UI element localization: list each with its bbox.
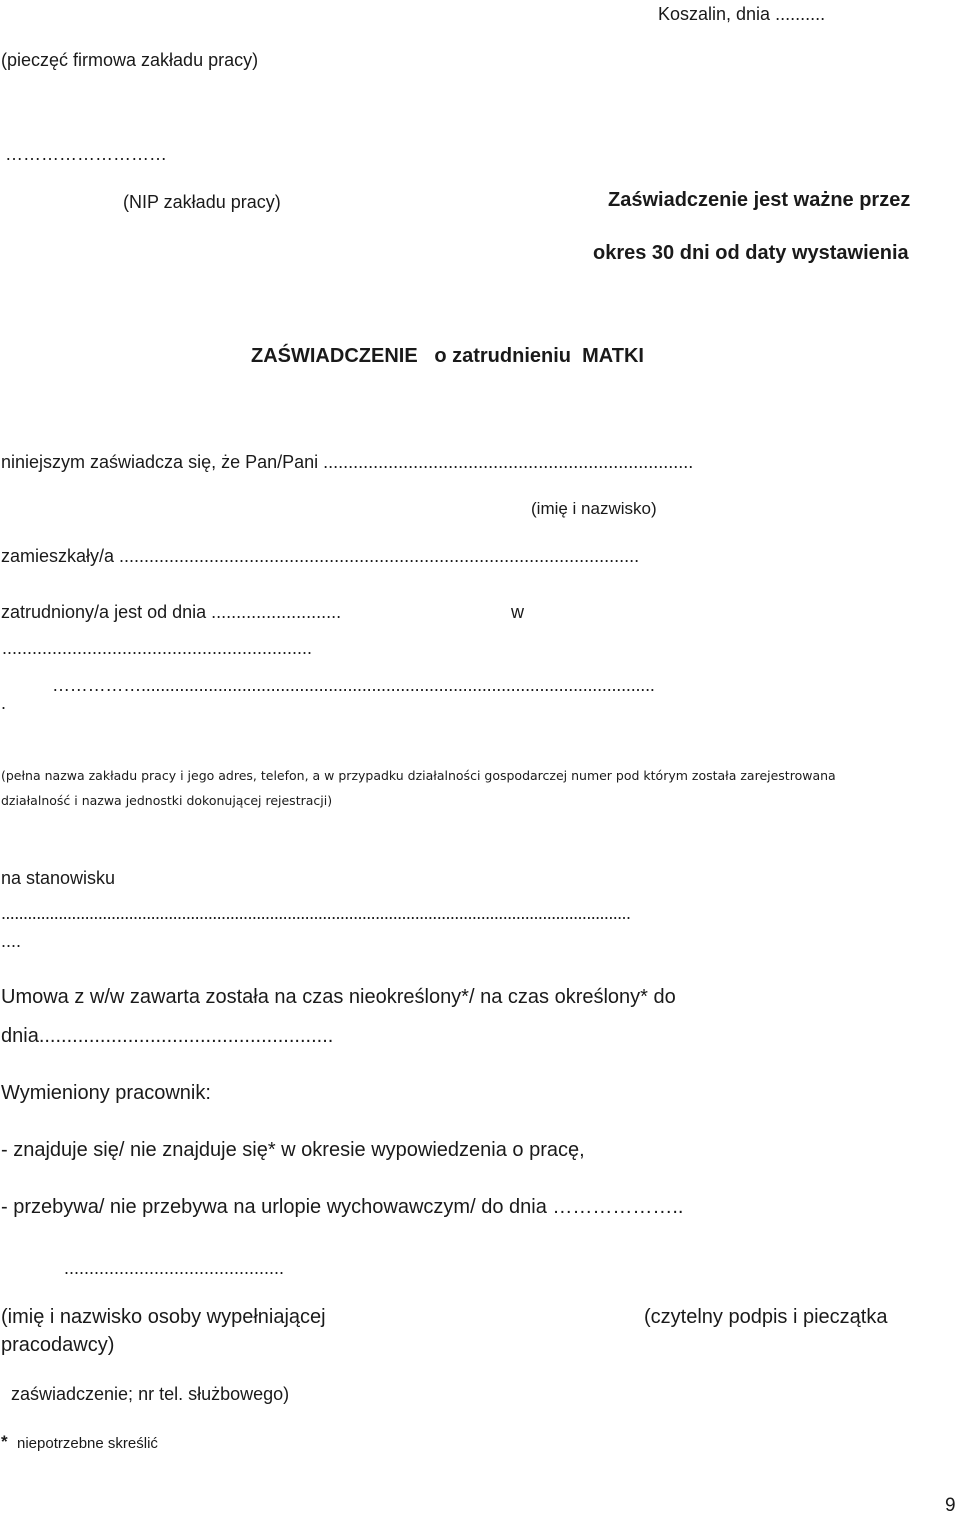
- filler-line-3: zaświadczenie; nr tel. służbowego): [11, 1384, 290, 1404]
- footnote-text: niepotrzebne skreślić: [17, 1435, 158, 1452]
- leave-line: - przebywa/ nie przebywa na urlopie wychowawczym/ do dnia ………………..: [1, 1196, 684, 1218]
- position-dots-1: ...............................................................................................................................................: [1, 903, 631, 923]
- nip-label: (NIP zakładu pracy): [123, 192, 281, 212]
- footnote-asterisk: *: [1, 1432, 8, 1451]
- position-label: na stanowisku: [1, 868, 116, 888]
- employed-since-line: zatrudniony/a jest od dnia ..........................: [1, 602, 342, 622]
- employer-dots-3: .: [1, 693, 7, 713]
- employed-w: w: [511, 602, 524, 622]
- employer-hint-line-1: (pełna nazwa zakładu pracy i jego adres, telefon, a w przypadku działalności gospodarczej numer pod którym została zarejestrowana: [1, 768, 836, 783]
- position-dots-2: ....: [1, 931, 22, 951]
- page-number: 9: [945, 1495, 956, 1516]
- employer-dots-2: ……………...........................................................................................................: [52, 675, 655, 695]
- employer-hint-line-2: działalność i nazwa jednostki dokonującej rejestracji): [1, 793, 333, 808]
- stamp-label: (pieczęć firmowa zakładu pracy): [1, 50, 259, 70]
- contract-line-2: dnia.....................................................: [1, 1025, 334, 1047]
- name-hint: (imię i nazwisko): [531, 499, 657, 518]
- signature-dots: ............................................: [64, 1258, 285, 1278]
- notice-line: - znajduje się/ nie znajduje się* w okresie wypowiedzenia o pracę,: [1, 1139, 585, 1161]
- filler-line-2: pracodawcy): [1, 1334, 115, 1356]
- filler-line-1: (imię i nazwisko osoby wypełniającej: [1, 1306, 326, 1328]
- employee-label: Wymieniony pracownik:: [1, 1082, 211, 1104]
- place-date: Koszalin, dnia ..........: [658, 4, 826, 24]
- document-title: ZAŚWIADCZENIE o zatrudnieniu MATKI: [251, 345, 644, 367]
- contract-line-1: Umowa z w/w zawarta została na czas nieokreślony*/ na czas określony* do: [1, 986, 676, 1008]
- validity-line-1: Zaświadczenie jest ważne przez: [608, 189, 911, 211]
- employer-dots-1: ..............................................................: [2, 638, 313, 658]
- signature-label: (czytelny podpis i pieczątka: [644, 1306, 888, 1328]
- nip-dots: ………………………: [5, 144, 167, 164]
- validity-line-2: okres 30 dni od daty wystawienia: [593, 242, 909, 264]
- certify-line: niniejszym zaświadcza się, że Pan/Pani ..........................................................................: [1, 452, 694, 472]
- residence-line: zamieszkały/a ........................................................................................................: [1, 546, 640, 566]
